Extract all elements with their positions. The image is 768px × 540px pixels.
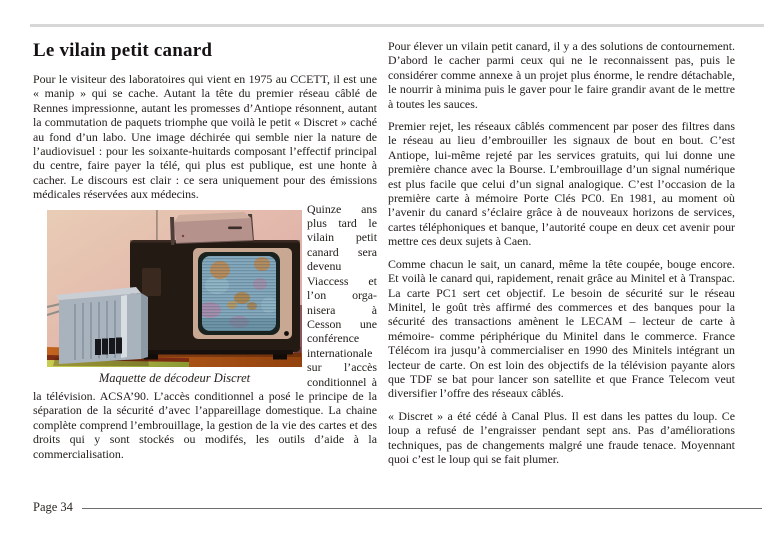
speaker-grille: [142, 268, 161, 296]
paragraph-intro: Pour le visiteur des laboratoires qui vient en 1975 au CCETT, il est une « manip » qui se cache. Autant la tête du premier réseau câblé de Rennes impressionne, autant les promesses d’Antiope résonnent, autant la commutation de paquets triomphe que voilà le petit « Discret » caché au fond d’un labo. Une image déchirée qui semble nier la nature de l’audiovisuel : pour les soixante-huitards composant l’effectif principal du centre, faire payer la télé, qui plus est publique, est une honte à cacher. Le discours est clair : ce sera uniquement pour des émissions médicales réservées aux médecins.: [33, 72, 377, 202]
header-rule: [30, 24, 764, 27]
tv-set: [130, 240, 300, 360]
paragraph: Premier rejet, les réseaux câblés commencent par poser des filtres dans le réseau au lieu d’embrouiller les signaux de bout en bout. C’est Antiope, lui-même rejeté par les services gratuits, qui lui donne une première chance avec la Bourse. L’embrouillage d’un signal numérique est plus facile que celui d’un signal analogique. C’est l’occasion de la première carte à mémoire Porte Clés PC0. En 1981, au moment où l’avenir du canard s’éclaire grâce à de nouveaux horizons de services, cartes téléphoniques et banque, l’autorité coupe en deux cet avenir pour mettre ces deux sujets à Caen.: [388, 119, 735, 249]
tv-decoder-figure: [47, 210, 302, 386]
decoder-box: [170, 212, 254, 245]
page-title: Le vilain petit canard: [33, 40, 213, 61]
left-column: [33, 39, 377, 466]
paragraph: Comme chacun le sait, un canard, même la tête coupée, bouge encore. Et voilà le canard qui, rapidement, renait grâce au Minitel et à Transpac. La carte PC1 sert cet objectif. Le besoin de sécurité sur le réseau Minitel, le goût très affirmé des commerces et des banques pour la sécurité des transactions amènent le LECAM – lecteur de carte à mémoire- comme périphérique du Minitel dans le commerce. France Télécom ira jusqu’à commercialiser en 1990 des Minitels intégrant un lecteur de carte. On est loin des objectifs de la télévision payante alors que TDF se bat pour lancer son satellite et que France Telecom veut diversifier l’offre des réseaux câblés.: [388, 256, 735, 401]
scrambled-picture: [199, 256, 277, 331]
page-number: Page 34: [33, 500, 73, 514]
two-column-layout: [33, 39, 735, 466]
rack-unit: [47, 287, 148, 364]
paragraph: « Discret » a été cédé à Canal Plus. Il est dans les pattes du loup. Ce loup a refusé de l’engraisser pendant sept ans. Pas d’améliorations techniques, pas de changements malgré une fraude tenace. Moyennant quoi c’est le loup qui se fait plumer.: [388, 408, 735, 466]
tv-knob: [284, 331, 289, 336]
photo-caption: Maquette de décodeur Discret: [98, 370, 251, 385]
tv-decoder-photo: [47, 210, 302, 367]
footer-rule: [82, 508, 762, 509]
decoder-slot: [228, 226, 242, 229]
paragraph-wrap: Quinze ans plus tard le vilain petit canard sera devenu Viaccess et l’on organisera à Cesson une conférence internationale sur l’accès conditionnel à la télévision. ACSA’90. L’accès conditionnel a posé le principe de la séparation de la sécurité d’avec l’appareillage domestique. La chaine complète comprend l’embrouillage, la gestion de la vie des cartes et des droits qui y sont stockés ou modifés, les outils d’aide à la commercialisation.: [33, 201, 377, 461]
right-column: [388, 39, 735, 466]
paragraph: Pour élever un vilain petit canard, il y a des solutions de contournement. D’abord le cacher parmi ceux qui ne le reconnaissent pas, puis le considérer comme annexe à un projet plus énorme, le rendre détachable, le nourrir à minima puis le gaver pour le faire grandir avant de le mettre à toutes les sauces.: [388, 39, 735, 111]
figure-flow: [33, 202, 377, 461]
page-footer: [33, 500, 762, 515]
antenna-rod: [156, 210, 158, 241]
